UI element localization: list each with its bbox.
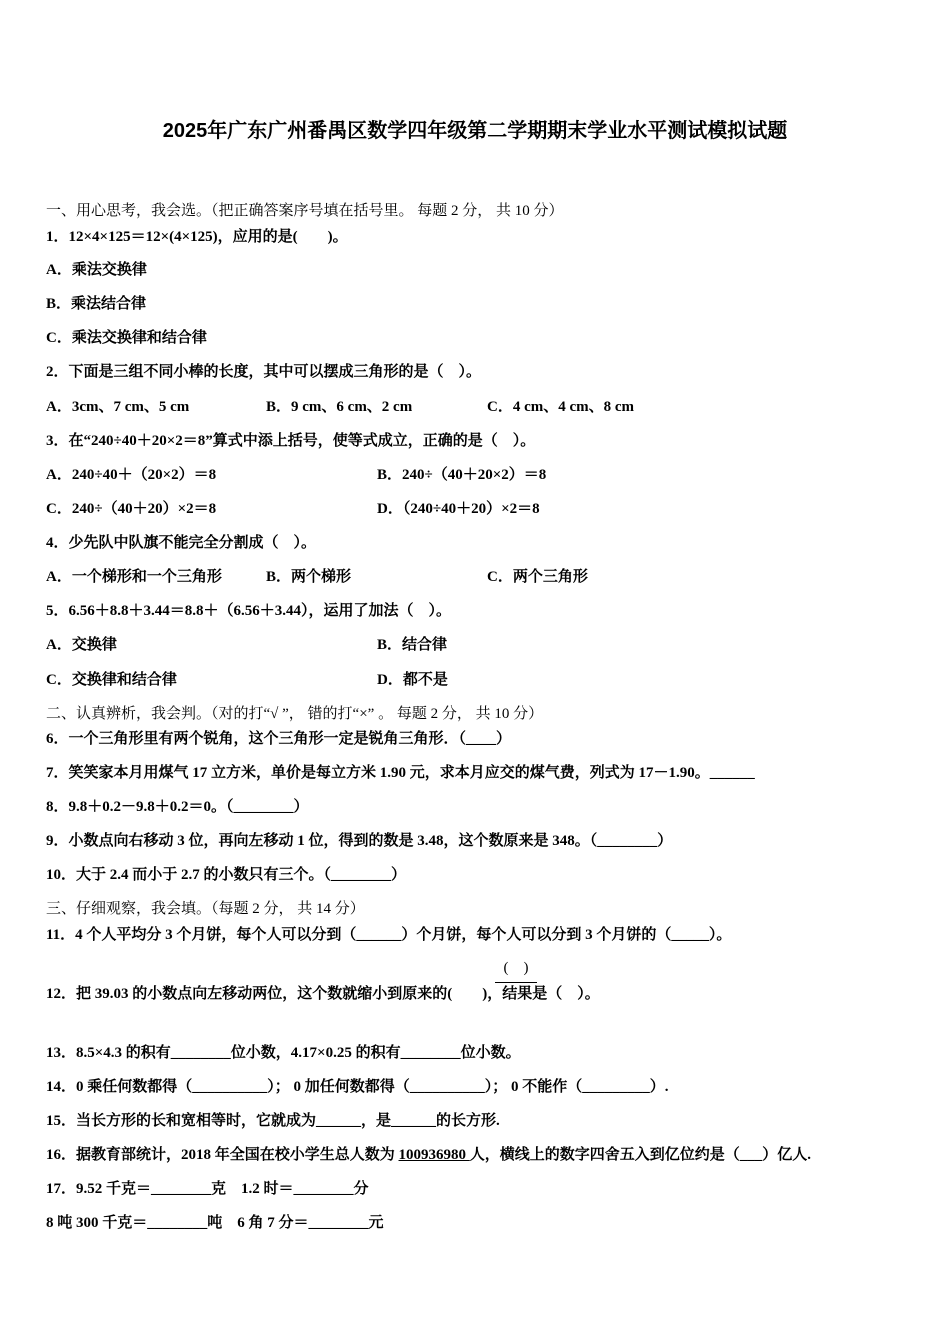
option-5c: C．交换律和结合律 xyxy=(46,672,177,688)
question-8: 8．9.8＋0.2－9.8＋0.2＝0。（________） xyxy=(46,799,309,815)
page-title: 2025年广东广州番禺区数学四年级第二学期期末学业水平测试模拟试题 xyxy=(162,120,788,142)
option-3a: A．240÷40＋（20×2）＝8 xyxy=(46,467,217,483)
question-16 xyxy=(46,1145,811,1165)
option-2a: A．3cm、7 cm、5 cm xyxy=(46,399,190,415)
option-3c: C．240÷（40＋20）×2＝8 xyxy=(46,501,217,517)
option-1b: B．乘法结合律 xyxy=(46,296,147,312)
question-7: 7．笑笑家本月用煤气 17 立方米，单价是每立方米 1.90 元，求本月应交的煤气费，列式为 17－1.90。______ xyxy=(46,765,755,781)
option-3b: B．240÷（40＋20×2）＝8 xyxy=(377,467,547,483)
question-3: 3．在“240÷40＋20×2＝8”算式中添上括号，使等式成立，正确的是（ ）。 xyxy=(46,433,536,449)
question-14: 14．0 乘任何数都得（__________）； 0 加任何数都得（__________）； 0 不能作（_________）. xyxy=(46,1079,669,1095)
question-17-line-2: 8 吨 300 千克＝________吨 6 角 7 分＝________元 xyxy=(46,1215,384,1231)
option-5b: B．结合律 xyxy=(377,637,448,653)
question-5: 5．6.56＋8.8＋3.44＝8.8＋（6.56＋3.44），运用了加法（ ）。 xyxy=(46,603,452,619)
question-16-text: 16．据教育部统计，2018 年全国在校小学生总人数为 xyxy=(46,1147,399,1163)
option-4c: C．两个三角形 xyxy=(487,569,588,585)
question-2: 2．下面是三组不同小棒的长度，其中可以摆成三角形的是（ ）。 xyxy=(46,364,482,380)
option-5d: D．都不是 xyxy=(377,672,448,688)
question-11: 11．4 个人平均分 3 个月饼，每个人可以分到（______）个月饼，每个人可以分到 3 个月饼的（_____）。 xyxy=(46,927,732,943)
question-12: 12．把 39.03 的小数点向左移动两位，这个数就缩小到原来的( )，结果是（ ）。 xyxy=(46,986,600,1002)
question-16-rest: 人，横线上的数字四舍五入到亿位约是（___）亿人. xyxy=(469,1147,812,1163)
option-2c: C．4 cm、4 cm、8 cm xyxy=(487,399,635,415)
underlined-number: 100936980 xyxy=(398,1147,470,1163)
question-10: 10．大于 2.4 而小于 2.7 的小数只有三个。（________） xyxy=(46,867,407,883)
question-6: 6．一个三角形里有两个锐角，这个三角形一定是锐角三角形．（____） xyxy=(46,731,512,747)
question-9: 9．小数点向右移动 3 位，再向左移动 1 位，得到的数是 3.48，这个数原来是 348。（________） xyxy=(46,833,673,849)
question-17-line-1: 17．9.52 千克＝________克 1.2 时＝________分 xyxy=(46,1181,369,1197)
section-3-heading: 三、仔细观察，我会填。（每题 2 分， 共 14 分） xyxy=(46,901,365,917)
option-5a: A．交换律 xyxy=(46,637,117,653)
section-2-heading: 二、认真辨析，我会判。（对的打“√ ”， 错的打“×” 。 每题 2 分， 共 10 分） xyxy=(46,706,544,722)
question-13: 13．8.5×4.3 的积有________位小数，4.17×0.25 的积有________位小数。 xyxy=(46,1045,521,1061)
question-4: 4．少先队中队旗不能完全分割成（ ）。 xyxy=(46,535,317,551)
section-1-heading: 一、用心思考，我会选。（把正确答案序号填在括号里。 每题 2 分， 共 10 分） xyxy=(46,203,564,219)
option-1a: A．乘法交换律 xyxy=(46,262,147,278)
fraction-numerator: ( ) xyxy=(495,958,537,983)
option-4a: A．一个梯形和一个三角形 xyxy=(46,569,222,585)
option-1c: C．乘法交换律和结合律 xyxy=(46,330,207,346)
option-2b: B．9 cm、6 cm、2 cm xyxy=(266,399,413,415)
option-4b: B．两个梯形 xyxy=(266,569,352,585)
question-15: 15．当长方形的长和宽相等时，它就成为______，是______的长方形. xyxy=(46,1113,500,1129)
question-1: 1．12×4×125＝12×(4×125)，应用的是( )。 xyxy=(46,229,348,245)
option-3d: D．（240÷40＋20）×2＝8 xyxy=(377,501,540,517)
